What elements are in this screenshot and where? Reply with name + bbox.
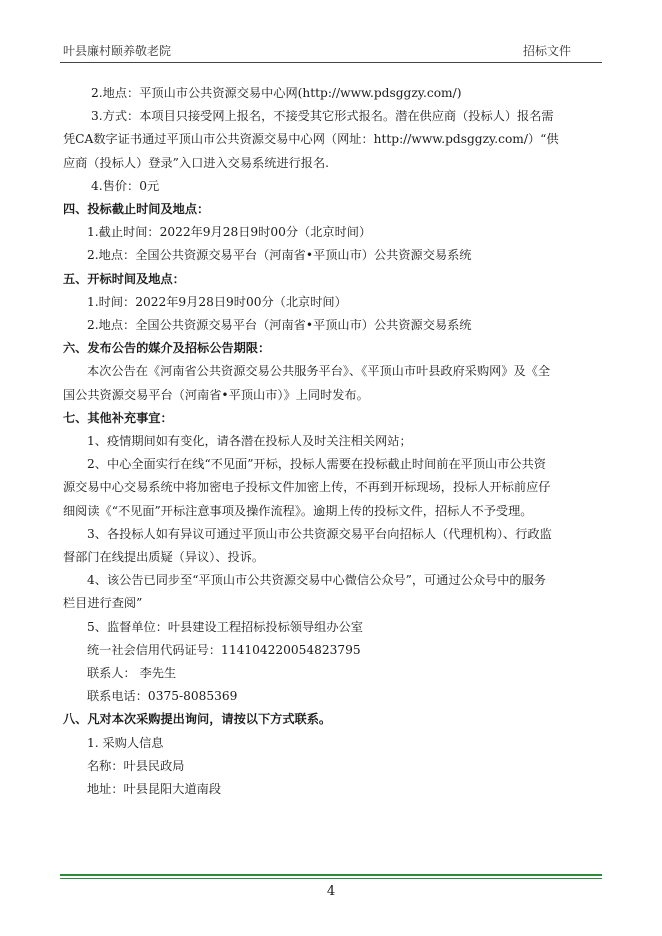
paragraph-line: 细阅读《“不见面”开标注意事项及操作流程》。逾期上传的投标文件，招标人不予受理。: [63, 503, 533, 518]
paragraph-line: 督部门在线提出质疑（异议）、投诉。: [63, 550, 265, 565]
header-doc-type: 招标文件: [522, 44, 571, 58]
paragraph-line: 联系人： 李先生: [87, 666, 177, 681]
paragraph-line: 栏目进行查阅”: [63, 596, 143, 611]
paragraph-line: 联系电话：0375-8085369: [87, 689, 238, 704]
document-body: [63, 82, 603, 801]
header-divider: [60, 62, 602, 63]
paragraph-line: 1. 采购人信息: [87, 735, 164, 750]
paragraph-line: 3、各投标人如有异议可通过平顶山市公共资源交易平台向招标人（代理机构）、行政监: [87, 526, 552, 541]
paragraph-line: 2、中心全面实行在线“不见面”开标，投标人需要在投标截止时间前在平顶山市公共资: [87, 457, 546, 472]
section-heading-6: 六、发布公告的媒介及招标公告期限：: [63, 341, 271, 356]
footer-divider-thick: [60, 874, 602, 876]
paragraph-line: 3.方式：本项目只接受网上报名，不接受其它形式报名。潜在供应商（投标人）报名需: [91, 109, 554, 124]
paragraph-line: 4.售价：0元: [91, 178, 160, 193]
section-heading-7: 七、其他补充事宜：: [63, 410, 173, 425]
paragraph-line: 统一社会信用代码证号：114104220054823795: [87, 642, 361, 657]
footer-divider-thin: [60, 878, 602, 879]
paragraph-line: 源交易中心交易系统中将加密电子投标文件加密上传，不再到开标现场，投标人开标前应仔: [63, 480, 551, 495]
paragraph-line: 应商（投标人）登录”入口进入交易系统进行报名.: [63, 155, 330, 170]
paragraph-line: 2.地点：平顶山市公共资源交易中心网(http://www.pdsggzy.com/): [91, 86, 462, 100]
section-heading-5: 五、开标时间及地点：: [63, 271, 185, 286]
paragraph-line: 国公共资源交易平台（河南省•平顶山市）》上同时发布。: [63, 387, 369, 402]
paragraph-line: 凭CA数字证书通过平顶山市公共资源交易中心网（网址：http://www.pdsggzy.com/）“供: [63, 132, 559, 147]
paragraph-line: 5、监督单位：叶县建设工程招标投标领导组办公室: [87, 619, 363, 634]
paragraph-line: 4、该公告已同步至“平顶山市公共资源交易中心微信公众号”，可通过公众号中的服务: [87, 573, 546, 588]
section-heading-4: 四、投标截止时间及地点：: [63, 202, 210, 217]
paragraph-line: 2.地点：全国公共资源交易平台（河南省•平顶山市）公共资源交易系统: [87, 318, 472, 333]
paragraph-line: 本次公告在《河南省公共资源交易公共服务平台》、《平顶山市叶县政府采购网》及《全: [87, 364, 551, 379]
paragraph-line: 地址：叶县昆阳大道南段: [87, 782, 222, 797]
paragraph-line: 2.地点：全国公共资源交易平台（河南省•平顶山市）公共资源交易系统: [87, 248, 472, 263]
paragraph-line: 1、疫情期间如有变化，请各潜在投标人及时关注相关网站；: [87, 434, 412, 449]
header-title: 叶县廉村颐养敬老院: [63, 44, 172, 58]
paragraph-line: 1.截止时间：2022年9月28日9时00分（北京时间）: [87, 225, 372, 240]
page-number: 4: [326, 884, 336, 899]
section-heading-8: 八、凡对本次采购提出询问，请按以下方式联系。: [63, 712, 332, 727]
paragraph-line: 1.时间：2022年9月28日9时00分（北京时间）: [87, 294, 347, 309]
paragraph-line: 名称：叶县民政局: [87, 758, 185, 773]
